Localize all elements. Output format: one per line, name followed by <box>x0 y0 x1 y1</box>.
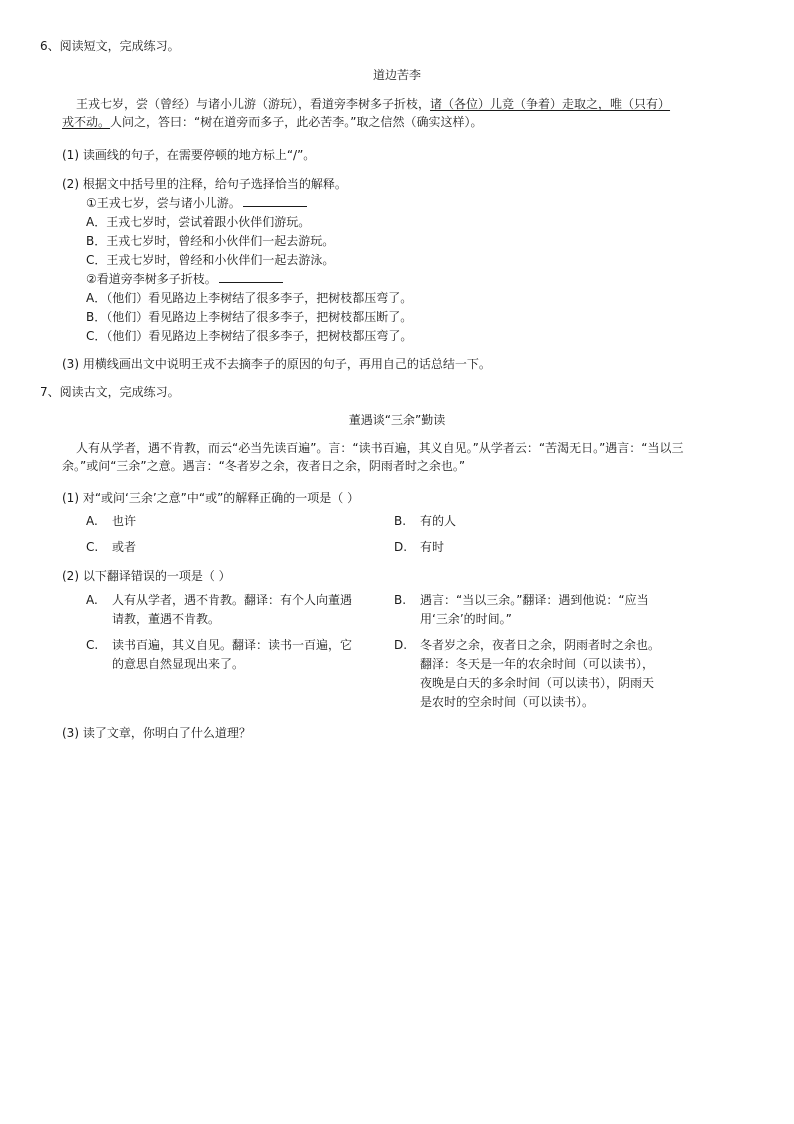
q7-sub1-option-a-label: A. <box>86 514 98 528</box>
q7-sub2-option-a-line2: 请教，董遇不肯教。 <box>112 612 221 626</box>
q7-sub2-option-a-line1: 人有从学者，遇不肯教。翻译：有个人向董遇 <box>112 593 353 607</box>
q7-sub2-option-d-line3: 夜晚是白天的多余时间（可以读书），阴雨天 <box>420 676 655 690</box>
q7-sub1-option-b-label: B. <box>394 514 407 528</box>
q6-sub2-item1-option: B．王戎七岁时，曾经和小伙伴们一起去游玩。 <box>86 234 335 248</box>
q6-underlined-sentence-part1: 诸（各位）儿竞（争着）走取之，唯（只有） <box>430 97 671 111</box>
q7-title: 董遇谈“三余”勤读 <box>348 413 446 427</box>
q6-passage-line2-b: 人问之，答曰：“树在道旁而多子，此必苦李。”取之信然（确实这样）。 <box>110 115 483 129</box>
q6-sub2-item1-option: A．王戎七岁时，尝试着跟小伙伴们游玩。 <box>86 215 311 229</box>
q6-sub2-item1 <box>86 194 307 213</box>
q6-sub3: (3) 用横线画出文中说明王戎不去摘李子的原因的句子，再用自己的话总结一下。 <box>62 357 491 371</box>
q7-sub1-option-c-label: C. <box>86 540 99 554</box>
q6-sub2-item2-option: C．（他们）看见路边上李树结了很多李子，把树枝都压弯了。 <box>86 329 413 343</box>
q7-sub3: (3) 读了文章，你明白了什么道理？ <box>62 726 251 740</box>
q6-sub1: (1) 读画线的句子，在需要停顿的地方标上“/”。 <box>62 148 316 162</box>
q6-title: 道边苦李 <box>372 68 421 82</box>
q7-sub1-option-d-label: D. <box>394 540 408 554</box>
q6-sub2-item1-option: C．王戎七岁时，曾经和小伙伴们一起去游泳。 <box>86 253 335 267</box>
q7-sub2-option-d-line2: 翻泽：冬天是一年的农余时间（可以读书）， <box>420 657 655 671</box>
q6-passage-line1 <box>76 95 670 114</box>
q7-sub2-option-d-line1: 冬者岁之余，夜者日之余，阴雨者时之余也。 <box>420 638 661 652</box>
q7-sub2-option-d-line4: 是农时的空余时间（可以读书）。 <box>420 695 595 709</box>
q6-sub2-item1-text: ①王戎七岁，尝与诸小儿游。 <box>86 196 241 210</box>
q7-sub2-option-a-label: A. <box>86 593 98 607</box>
q7-passage-line1: 人有从学者，遇不肯教，而云“必当先读百遍”。言：“读书百遍，其义自见。”从学者云：“苦渴无日。”遇言：“当以三 <box>76 441 684 455</box>
q6-passage-line2 <box>62 113 482 132</box>
q6-sub2-item2-option: B．（他们）看见路边上李树结了很多李子，把树枝都压断了。 <box>86 310 413 324</box>
q7-sub2-option-c-line1: 读书百遍，其义自见。翻译：读书一百遍，它 <box>112 638 353 652</box>
q6-sub2-item2-option: A．（他们）看见路边上李树结了很多李子，把树枝都压弯了。 <box>86 291 413 305</box>
q6-sub2: (2) 根据文中括号里的注释，给句子选择恰当的解释。 <box>62 177 347 191</box>
q7-passage-line2: 余。”或问“三余”之意。遇言：“冬者岁之余，夜者日之余，阴雨者时之余也。” <box>62 459 466 473</box>
q7-sub2-option-d-label: D. <box>394 638 408 652</box>
q7-sub2-option-c-label: C. <box>86 638 99 652</box>
q6-sub2-item2-text: ②看道旁李树多子折枝。 <box>86 272 217 286</box>
q7-sub2: (2) 以下翻译错误的一项是（ ） <box>62 569 231 583</box>
q6-heading: 6、阅读短文，完成练习。 <box>40 39 180 53</box>
q7-sub1: (1) 对“或问‘三余’之意”中“或”的解释正确的一项是（ ） <box>62 491 360 505</box>
q6-sub2-item2 <box>86 270 283 289</box>
q7-sub2-option-b-label: B. <box>394 593 407 607</box>
q7-heading: 7、阅读古文，完成练习。 <box>40 385 180 399</box>
q7-sub2-option-b-line1: 遇言：“当以三余。”翻译：遇到他说：“应当 <box>420 593 649 607</box>
q7-sub2-option-c-line2: 的意思自然显现出来了。 <box>112 657 245 671</box>
answer-blank[interactable] <box>243 194 307 207</box>
q7-sub1-option-c: 或者 <box>112 540 137 554</box>
q7-sub2-option-b-line2: 用‘三余’的时间。” <box>420 612 512 626</box>
q7-sub1-option-d: 有时 <box>420 540 445 554</box>
q7-sub1-option-b: 有的人 <box>420 514 457 528</box>
q6-underlined-sentence-part2: 戎不动。 <box>62 115 111 129</box>
answer-blank[interactable] <box>219 270 283 283</box>
q6-passage-line1-a: 王戎七岁，尝（曾经）与诸小儿游（游玩），看道旁李树多子折枝， <box>76 97 431 111</box>
q7-sub1-option-a: 也许 <box>112 514 137 528</box>
